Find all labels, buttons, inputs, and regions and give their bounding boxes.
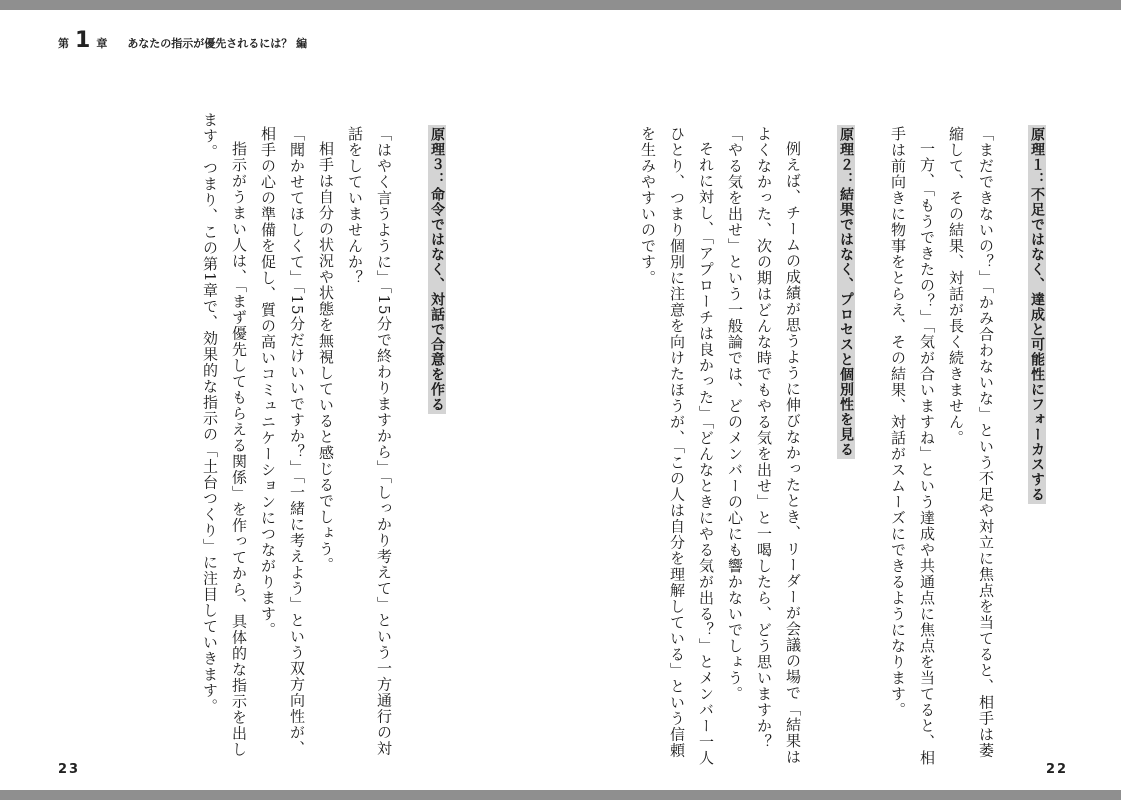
section-3-line-4: 「聞かせてほしくて」「15分だけいいですか？」「一緒に考えよう」という双方向性が、 (288, 126, 306, 757)
chapter-suffix: 章 (96, 37, 108, 50)
top-frame-bar (0, 0, 1121, 10)
section-3-line-6: 指示がうまい人は、「まず優先してもらえる関係」を作ってから、具体的な指示を出し (230, 141, 248, 758)
section-1-line-3: 一方、「もうできたの？」「気が合いますね」という達成や共通点に焦点を当てると、相 (918, 141, 936, 766)
section-2-line-4: それに対し、「アプローチは良かった」「どんなときにやる気が出る？」とメンバー一人 (697, 141, 715, 766)
section-2-line-3: 「やる気を出せ」という一般論では、どのメンバーの心にも響かないでしょう。 (726, 126, 744, 702)
section-2-line-5: ひとり、つまり個別に注意を向けたほうが、「この人は自分を理解している」という信頼 (668, 126, 686, 759)
section-2-line-6: を生みやすいのです。 (639, 126, 657, 286)
section-3-line-2: 話をしていませんか？ (346, 126, 364, 286)
section-2-heading: 原理２：結果ではなく、プロセスと個別性を見る (838, 127, 854, 457)
section-2-line-1: 例えば、チームの成績が思うように伸びなかったとき、リーダーが会議の場で「結果は (784, 141, 802, 765)
chapter-number: 1 (75, 28, 91, 53)
section-3-heading: 原理３：命令ではなく、対話で合意を作る (429, 127, 445, 412)
chapter-title: あなたの指示が優先されるには？ 編 (127, 37, 308, 50)
page-number-right: 22 (1046, 762, 1069, 777)
section-1-heading: 原理１：不足ではなく、達成と可能性にフォーカスする (1029, 127, 1045, 502)
section-1-line-4: 手は前向きに物事をとらえ、その結果、対話がスムーズにできるようになります。 (889, 126, 907, 718)
chapter-prefix: 第 (58, 37, 69, 50)
section-3-line-7: ます。つまり、この第1章で、効果的な指示の「土台つくり」に注目していきます。 (201, 112, 219, 715)
section-3-line-1: 「はやく言うように」「15分で終わりますから」「しっかり考えて」という一方通行の対 (375, 126, 393, 757)
section-2-line-2: よくなかった、次の期はどんな時でもやる気を出せ」と一喝したら、どう思いますか？ (755, 126, 773, 750)
running-header (58, 30, 307, 54)
section-1-line-1: 「まだできないの？」「かみ合わないな」という不足や対立に焦点を当てると、相手は萎 (977, 126, 995, 759)
section-3-line-5: 相手の心の準備を促し、質の高いコミュニケーションにつながります。 (259, 126, 277, 638)
bottom-frame-bar (0, 790, 1121, 800)
page-number-left: 23 (58, 762, 81, 777)
section-1-line-2: 縮して、その結果、対話が長く続きません。 (947, 126, 965, 446)
section-3-line-3: 相手は自分の状況や状態を無視していると感じるでしょう。 (317, 141, 335, 573)
